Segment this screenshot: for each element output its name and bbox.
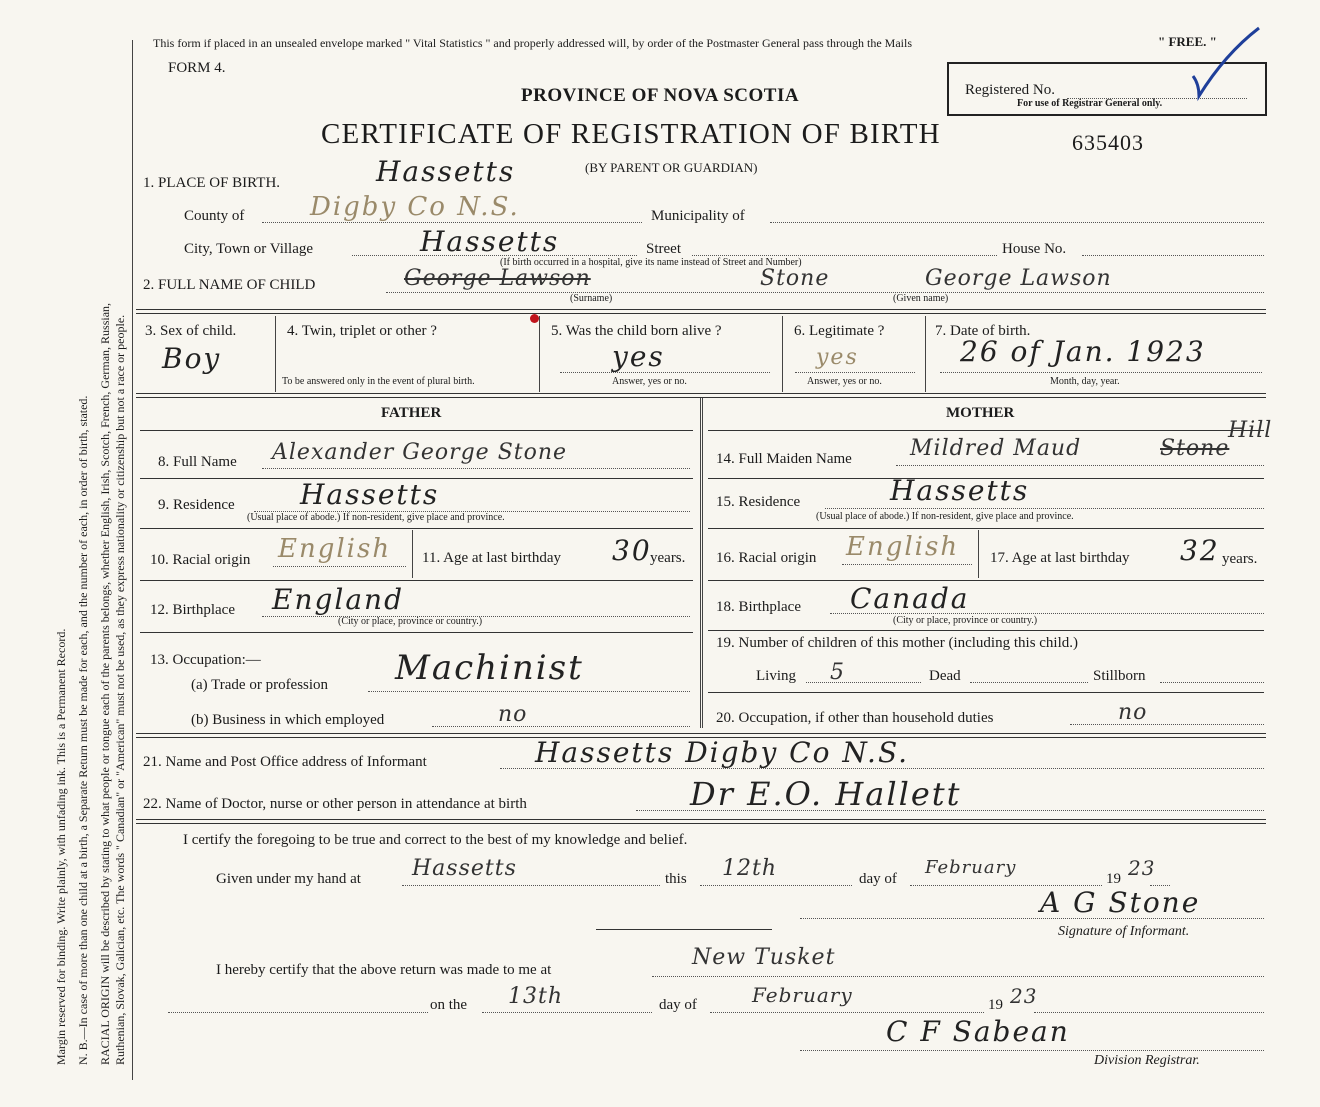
informant-signature: A G Stone — [1040, 886, 1201, 919]
father-rule-3 — [140, 528, 693, 529]
free-label: " FREE. " — [1158, 34, 1217, 49]
child-name-line — [386, 292, 1264, 293]
registrar-day-line — [482, 1012, 652, 1013]
child-surname-value: Stone — [760, 266, 830, 291]
father-age-years: years. — [650, 550, 686, 566]
born-alive-note: Answer, yes or no. — [612, 376, 687, 387]
street-label: Street — [646, 241, 681, 257]
father-trade-value: Machinist — [395, 648, 584, 688]
doctor-value: Dr E.O. Hallett — [690, 775, 962, 813]
registration-number: 635403 — [1072, 130, 1144, 155]
legitimate-value: yes — [816, 345, 859, 370]
informant-signature-caption: Signature of Informant. — [1058, 924, 1190, 939]
father-race-value: English — [278, 534, 392, 564]
certify-statement: I certify the foregoing to be true and correct to the best of my knowledge and belief. — [183, 832, 688, 848]
margin-racial-origin-note-2: Ruthenian, Slovak, Galician, etc. The words " Canadian" or "American" must not be used, as they express nationality or citizenship but not a race or people. — [113, 314, 127, 1065]
mother-race-label: 16. Racial origin — [716, 550, 817, 566]
given-year-value: 23 — [1128, 856, 1156, 880]
father-rule-4 — [140, 580, 693, 581]
registrar-signature: C F Sabean — [886, 1015, 1070, 1048]
county-label: County of — [184, 208, 245, 224]
row3-divider-2 — [539, 316, 540, 392]
mother-heading: MOTHER — [946, 405, 1015, 421]
father-birthplace-value: England — [272, 583, 405, 616]
mother-rule-5 — [708, 630, 1264, 631]
mother-race-divider — [978, 530, 979, 578]
form-number: FORM 4. — [168, 60, 226, 76]
place-of-birth-value: Hassetts — [376, 155, 516, 188]
father-residence-note: (Usual place of abode.) If non-resident, give place and province. — [247, 512, 505, 523]
margin-binding-note: Margin reserved for binding. Write plainly, with unfading ink. This is a Permanent Record. — [54, 628, 68, 1065]
place-of-birth-label: 1. PLACE OF BIRTH. — [143, 175, 281, 191]
mother-occupation-label: 20. Occupation, if other than household duties — [716, 710, 994, 726]
legitimate-label: 6. Legitimate ? — [794, 323, 885, 339]
living-value: 5 — [830, 660, 845, 685]
father-occupation-label: 13. Occupation:— — [150, 652, 261, 668]
mother-rule-3 — [708, 528, 1264, 529]
registrar-statement: I hereby certify that the above return was made to me at — [216, 962, 552, 978]
father-residence-label: 9. Residence — [158, 497, 235, 513]
house-number-label: House No. — [1002, 241, 1067, 257]
mother-struck-surname: Stone — [1160, 436, 1230, 461]
street-line — [692, 255, 997, 256]
mother-rule-4 — [708, 580, 1264, 581]
registrar-month-line — [710, 1012, 984, 1013]
given-this-label: this — [665, 871, 687, 887]
mother-occupation-value: no — [1118, 700, 1148, 725]
mother-rule-1 — [708, 430, 1264, 431]
mother-name-value: Mildred Maud — [910, 436, 1082, 461]
house-number-line — [1082, 255, 1264, 256]
mother-residence-value: Hassetts — [890, 474, 1030, 507]
province-heading: PROVINCE OF NOVA SCOTIA — [521, 85, 800, 106]
born-alive-label: 5. Was the child born alive ? — [551, 323, 722, 339]
given-year-prefix: 19 — [1106, 871, 1121, 887]
checkmark-icon — [1185, 24, 1265, 104]
father-rule-5 — [140, 632, 693, 633]
father-business-label: (b) Business in which employed — [191, 712, 385, 728]
county-value: Digby Co N.S. — [310, 192, 520, 222]
stillborn-line — [1160, 682, 1264, 683]
father-heading: FATHER — [381, 405, 442, 421]
father-name-line — [262, 468, 690, 469]
mother-birthplace-label: 18. Birthplace — [716, 599, 801, 615]
mother-birthplace-value: Canada — [850, 582, 970, 615]
stillborn-label: Stillborn — [1093, 668, 1146, 684]
given-day-of-label: day of — [859, 871, 897, 887]
row3-divider-4 — [925, 316, 926, 392]
rule-after-child — [136, 309, 1266, 314]
father-race-label: 10. Racial origin — [150, 552, 251, 568]
mother-race-line — [842, 564, 972, 565]
mother-residence-label: 15. Residence — [716, 494, 801, 510]
living-label: Living — [756, 668, 796, 684]
certificate-title: CERTIFICATE OF REGISTRATION OF BIRTH — [321, 118, 941, 150]
margin-line — [132, 40, 133, 1080]
given-day-value: 12th — [722, 856, 778, 881]
mother-birthplace-note: (City or place, province or country.) — [893, 615, 1038, 626]
registrar-on-the-label: on the — [430, 997, 468, 1013]
father-race-line — [273, 566, 406, 567]
mother-age-value: 32 — [1180, 534, 1220, 567]
mother-children-label: 19. Number of children of this mother (including this child.) — [716, 635, 1079, 651]
given-name-caption: (Given name) — [893, 293, 949, 304]
child-given-value: George Lawson — [925, 266, 1112, 291]
informant-label: 21. Name and Post Office address of Informant — [143, 754, 427, 770]
municipality-line — [770, 222, 1264, 223]
given-at-value: Hassetts — [412, 856, 517, 881]
parents-divider — [700, 398, 703, 728]
date-of-birth-value: 26 of Jan. 1923 — [960, 335, 1206, 368]
mother-name-label: 14. Full Maiden Name — [716, 451, 852, 467]
margin-plural-birth-note: N. B.—In case of more than one child at a birth, a Separate Return must be made for each, and the number of each, in order of birth, stated. — [76, 395, 90, 1065]
mother-rule-6 — [708, 692, 1264, 693]
father-trade-label: (a) Trade or profession — [191, 677, 329, 693]
child-struck-name: George Lawson — [404, 266, 591, 291]
registrar-year-prefix: 19 — [988, 997, 1003, 1013]
informant-value: Hassetts Digby Co N.S. — [535, 736, 910, 769]
mother-occupation-line — [1070, 724, 1264, 725]
date-of-birth-note: Month, day, year. — [1050, 376, 1120, 387]
row3-divider-1 — [275, 316, 276, 392]
short-divider — [596, 929, 772, 930]
mother-residence-note: (Usual place of abode.) If non-resident, give place and province. — [816, 511, 1074, 522]
father-birthplace-label: 12. Birthplace — [150, 602, 235, 618]
mother-residence-line — [825, 508, 1264, 509]
registrar-signature-line — [800, 1050, 1264, 1051]
mother-age-label: 17. Age at last birthday — [990, 550, 1130, 566]
born-alive-line — [560, 372, 770, 373]
registrar-place-line — [652, 976, 1264, 977]
given-at-label: Given under my hand at — [216, 871, 361, 887]
father-business-line — [432, 726, 690, 727]
registered-label: Registered No. — [965, 82, 1055, 98]
dead-label: Dead — [929, 668, 961, 684]
father-residence-value: Hassetts — [300, 478, 440, 511]
sex-value: Boy — [162, 342, 222, 375]
mother-race-value: English — [846, 532, 960, 562]
date-of-birth-label: 7. Date of birth. — [935, 323, 1031, 339]
mother-age-years: years. — [1222, 551, 1258, 567]
county-line — [262, 222, 642, 223]
red-seal-dot — [530, 314, 539, 323]
municipality-label: Municipality of — [651, 208, 745, 224]
registrar-signature-caption: Division Registrar. — [1094, 1053, 1200, 1068]
doctor-label: 22. Name of Doctor, nurse or other person in attendance at birth — [143, 796, 527, 812]
legitimate-line — [795, 372, 915, 373]
postal-notice: This form if placed in an unsealed envelope marked " Vital Statistics " and properly addressed will, by order of the Postmaster General pass through the Mails — [153, 36, 912, 50]
city-value: Hassetts — [420, 225, 560, 258]
registrar-day-value: 13th — [508, 984, 564, 1009]
living-line — [806, 682, 921, 683]
father-name-value: Alexander George Stone — [272, 440, 568, 465]
hospital-note: (If birth occurred in a hospital, give its name instead of Street and Number) — [500, 257, 802, 268]
sex-label: 3. Sex of child. — [145, 323, 237, 339]
given-day-line — [700, 885, 852, 886]
mother-name-line — [896, 465, 1264, 466]
margin-racial-origin-note: RACIAL ORIGIN will be described by stating to what people or tongue each of the parents belongs, whether English, Irish, Scotch, French, German, Russian, — [98, 302, 112, 1065]
registrar-day-of-label: day of — [659, 997, 697, 1013]
registrar-year-value: 23 — [1010, 984, 1038, 1008]
father-trade-line — [368, 691, 690, 692]
father-business-value: no — [498, 702, 528, 727]
rule-before-certify — [136, 819, 1266, 824]
legitimate-note: Answer, yes or no. — [807, 376, 882, 387]
twin-label: 4. Twin, triplet or other ? — [287, 323, 437, 339]
row3-divider-3 — [782, 316, 783, 392]
father-age-value: 30 — [612, 534, 652, 567]
born-alive-value: yes — [612, 340, 665, 373]
date-of-birth-line — [940, 372, 1262, 373]
dead-line — [970, 682, 1088, 683]
registrar-use-note: For use of Registrar General only. — [1017, 98, 1163, 109]
father-age-label: 11. Age at last birthday — [422, 550, 561, 566]
father-name-label: 8. Full Name — [158, 454, 237, 470]
mother-surname-value: Hill — [1228, 418, 1273, 443]
registrar-lead-line — [168, 1012, 428, 1013]
father-birthplace-note: (City or place, province or country.) — [338, 616, 483, 627]
certificate-subtitle: (BY PARENT OR GUARDIAN) — [585, 160, 758, 175]
given-at-line — [402, 885, 660, 886]
city-label: City, Town or Village — [184, 241, 314, 257]
given-month-value: February — [925, 857, 1017, 878]
surname-caption: (Surname) — [570, 293, 613, 304]
registrar-month-value: February — [752, 983, 853, 1007]
twin-note: To be answered only in the event of plural birth. — [282, 376, 475, 387]
registrar-year-line — [1034, 1012, 1264, 1013]
father-rule-1 — [140, 430, 693, 431]
father-race-divider — [412, 530, 413, 578]
child-name-label: 2. FULL NAME OF CHILD — [143, 277, 316, 293]
registrar-place-value: New Tusket — [692, 945, 836, 970]
